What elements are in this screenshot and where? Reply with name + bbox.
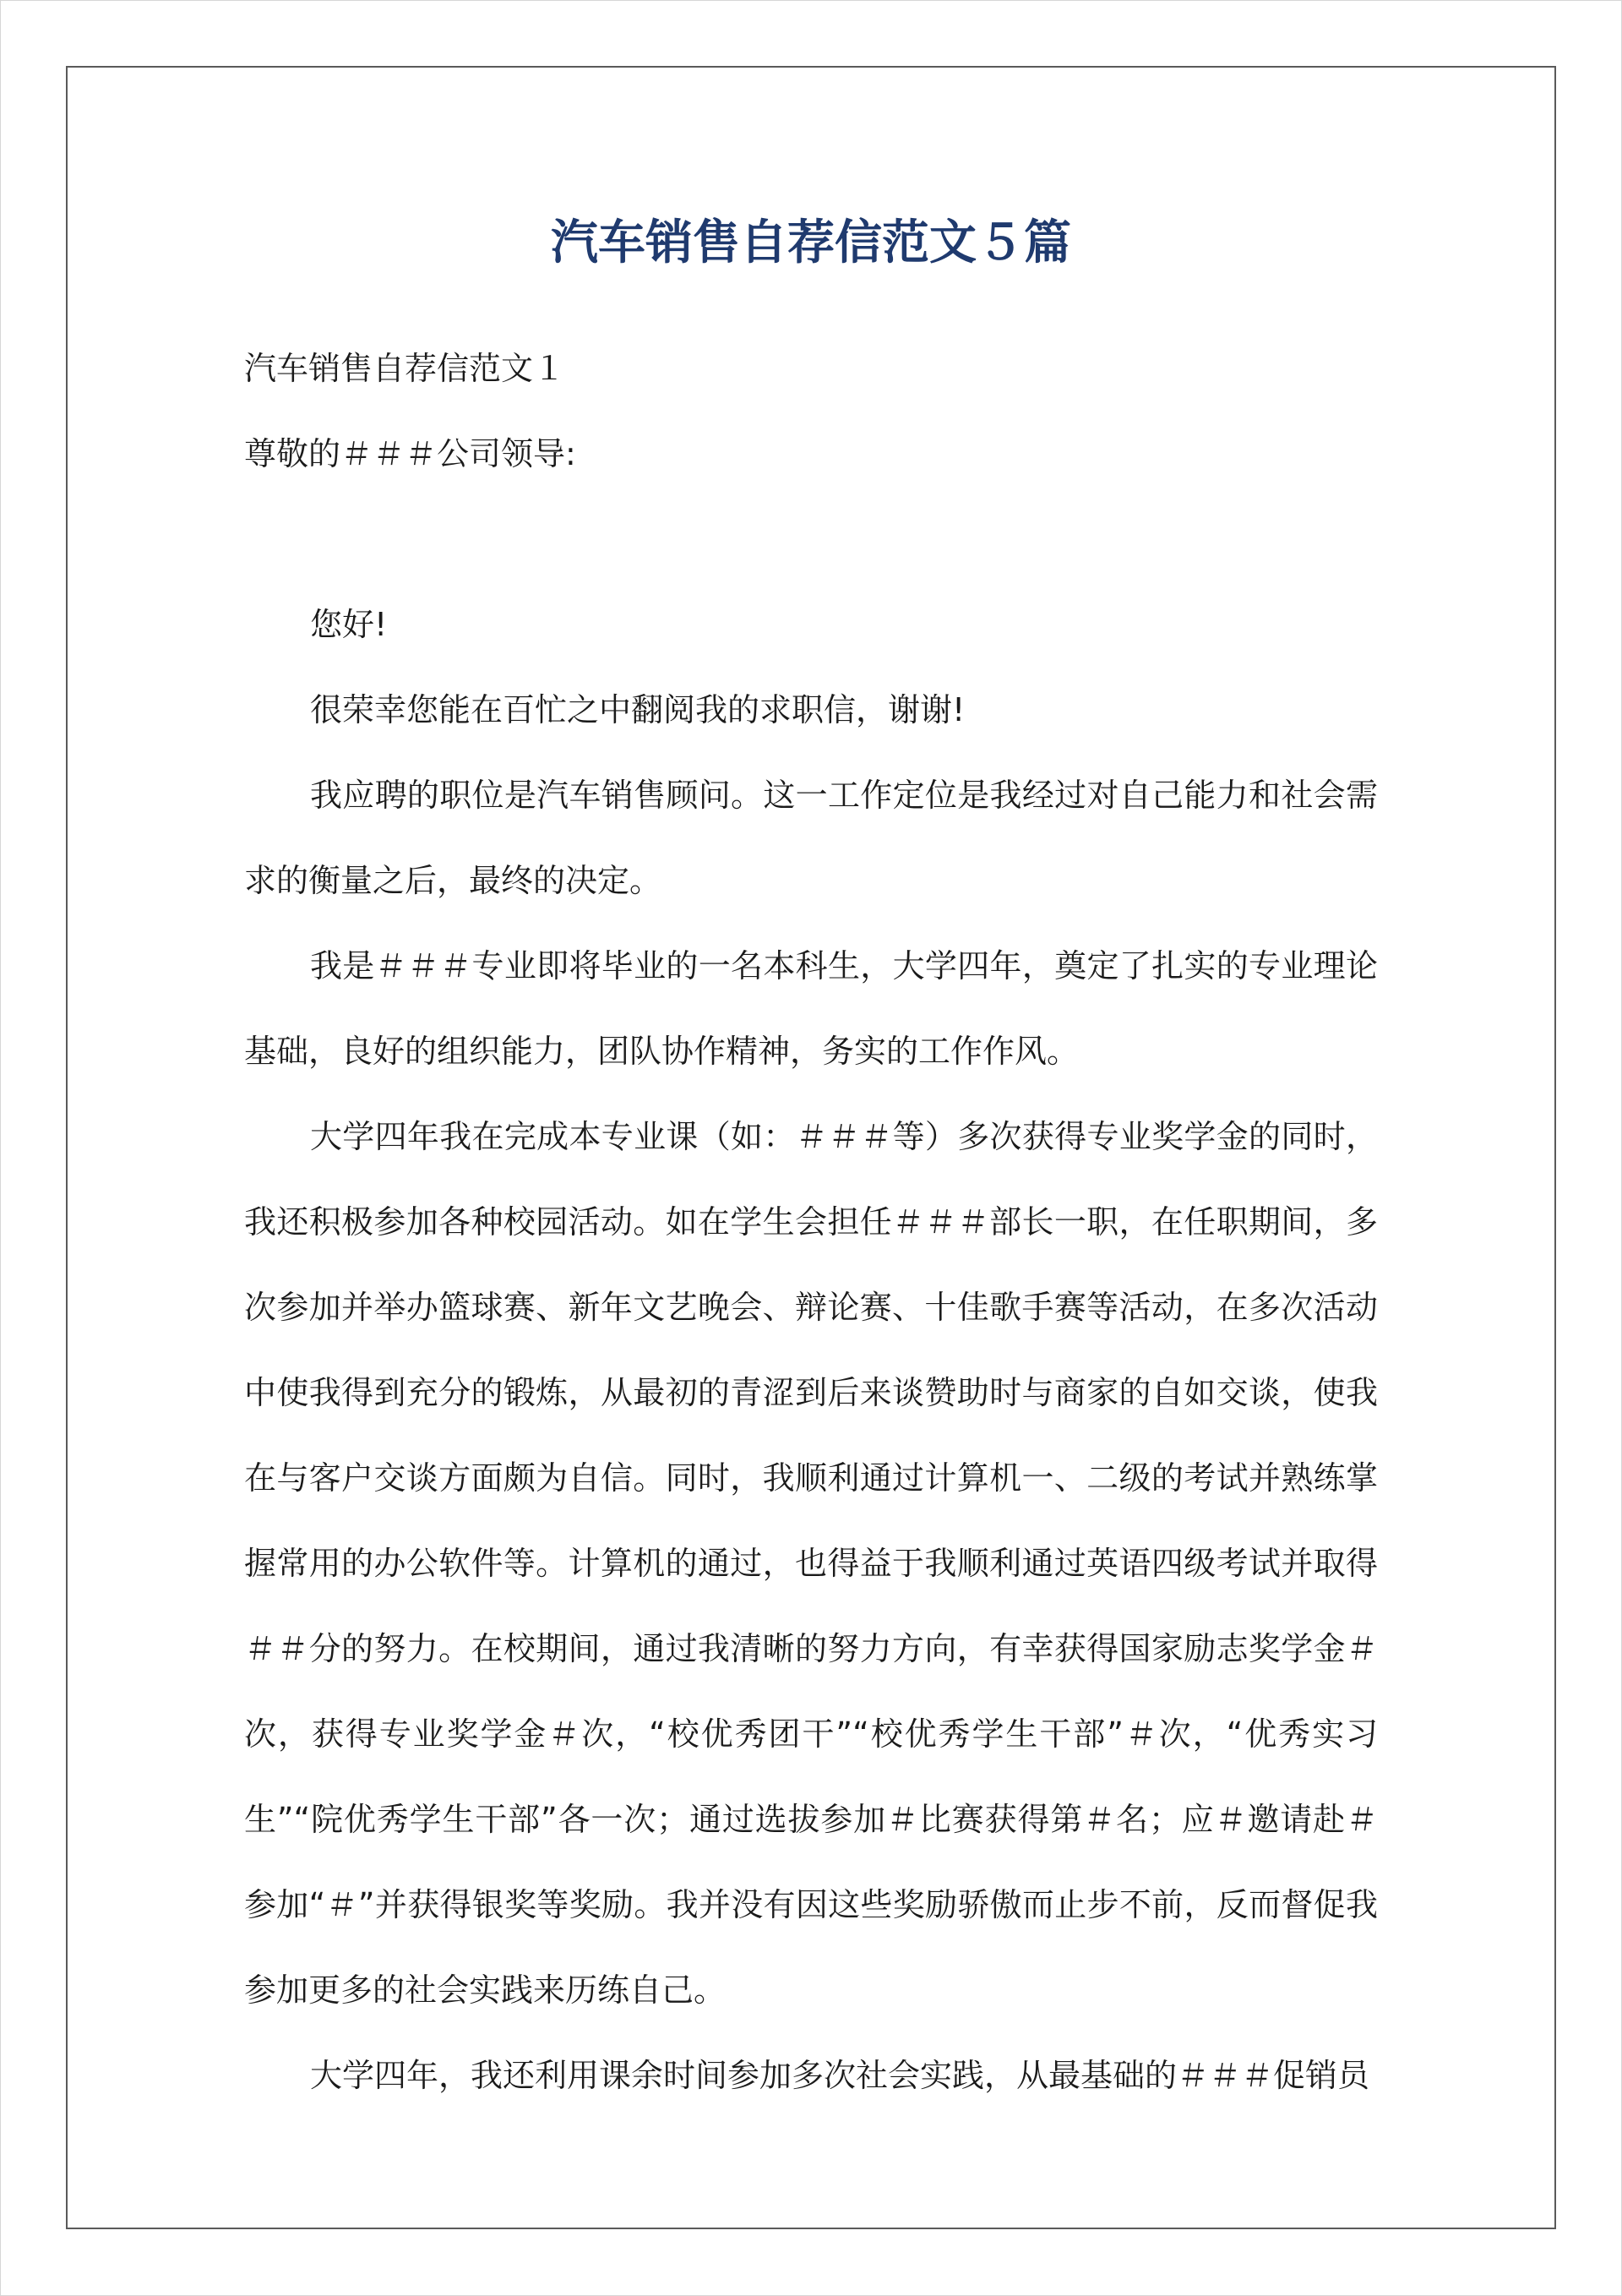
greeting-paragraph: 您好! xyxy=(310,606,388,643)
achievements-paragraph: 大学四年我在完成本专业课（如：＃＃＃等）多次获得专业奖学金的同时，我还积极参加各种校园活动。如在学生会担任＃＃＃部长一职，在任职期间，多次参加并举办篮球赛、新年文艺晚会、辩论赛、十佳歌手赛等活动，在多次活动中使我得到充分的锻炼，从最初的青涩到后来谈赞助时与商家的自如交谈，使我在与客户交谈方面颇为自信。同时，我顺利通过计算机一、二级的考试并熟练掌握常用的办公软件等。计算机的通过，也得益于我顺利通过英语四级考试并取得＃＃分的努力。在校期间，通过我清晰的努力方向，有幸获得国家励志奖学金＃次，获得专业奖学金＃次，“校优秀团干”“校优秀学生干部”＃次，“优秀实习生”“院优秀学生干部”各一次；通过选拔参加＃比赛获得第＃名；应＃邀请赴＃参加“＃”并获得银奖等奖励。我并没有因这些奖励骄傲而止步不前，反而督促我参加更多的社会实践来历练自己。 xyxy=(244,1118,1378,2009)
background-paragraph: 我是＃＃＃专业即将毕业的一名本科生，大学四年，奠定了扎实的专业理论基础，良好的组织能力，团队协作精神，务实的工作作风。 xyxy=(244,947,1378,1070)
practice-paragraph: 大学四年，我还利用课余时间参加多次社会实践，从最基础的＃＃＃促销员 xyxy=(310,2057,1370,2094)
thanks-paragraph: 很荣幸您能在百忙之中翻阅我的求职信，谢谢! xyxy=(310,691,966,728)
position-paragraph: 我应聘的职位是汽车销售顾问。这一工作定位是我经过对自己能力和社会需求的衡量之后，最终的决定。 xyxy=(244,777,1378,899)
letter-subtitle: 汽车销售自荐信范文１ xyxy=(244,350,566,387)
blank-line xyxy=(244,497,1378,582)
document-body xyxy=(244,326,1378,2119)
document-title: 汽车销售自荐信范文５篇 xyxy=(551,215,1071,270)
salutation: 尊敬的＃＃＃公司领导: xyxy=(244,435,576,472)
